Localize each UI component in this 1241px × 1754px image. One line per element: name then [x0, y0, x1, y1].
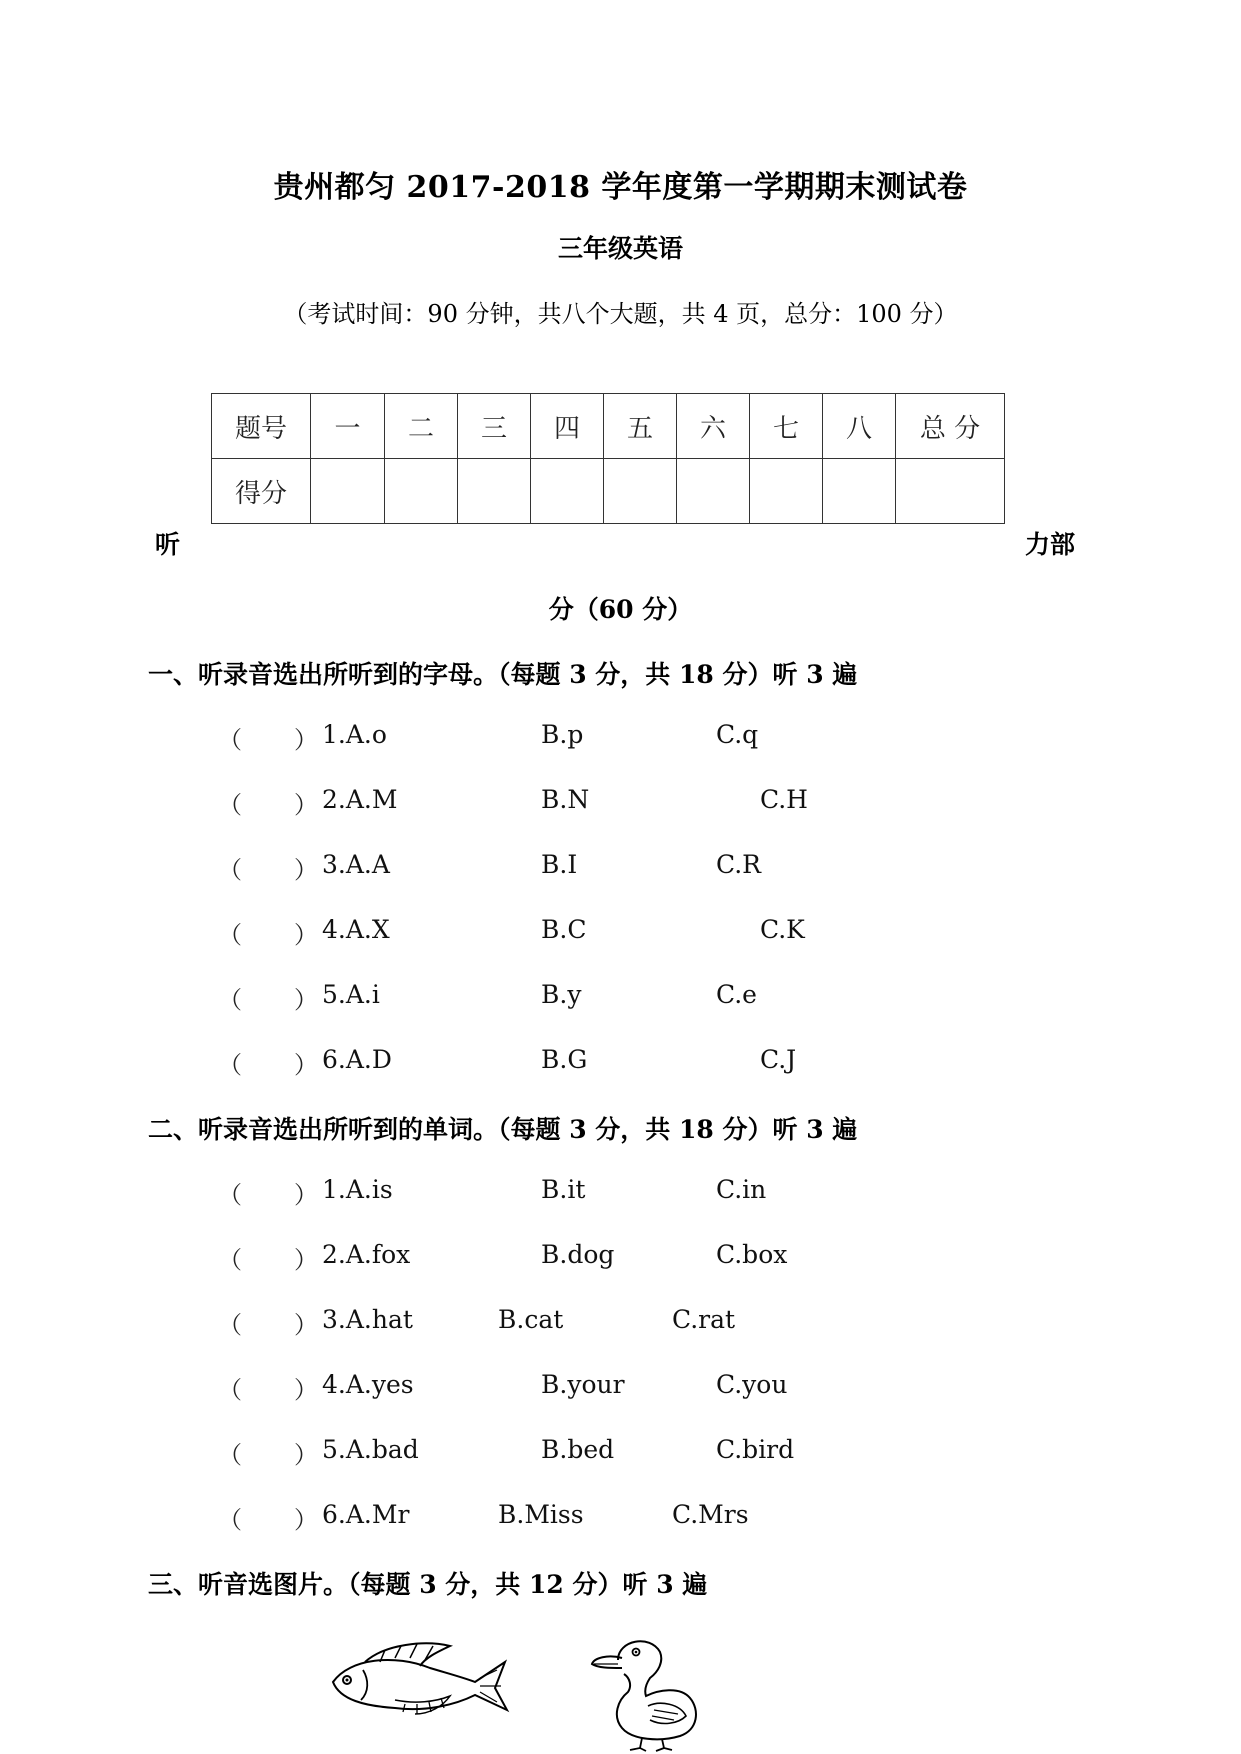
- score-table-cell: 六: [677, 394, 750, 459]
- answer-open-paren[interactable]: （: [218, 1181, 242, 1209]
- exam-info: （考试时间：90 分钟，共八个大题，共 4 页，总分：100 分）: [283, 300, 958, 328]
- answer-close-paren: ）: [294, 1181, 318, 1209]
- score-input-cell[interactable]: [677, 459, 750, 524]
- listening-heading-sub: 分（60 分）: [548, 595, 693, 624]
- score-table-cell: 二: [385, 394, 458, 459]
- exam-title: 贵州都匀 2017-2018 学年度第一学期期末测试卷: [273, 170, 968, 205]
- option-c: C.Mrs: [672, 1500, 749, 1529]
- option-b: B.I: [541, 850, 578, 879]
- answer-open-paren[interactable]: （: [218, 986, 242, 1014]
- answer-close-paren: ）: [294, 986, 318, 1014]
- answer-close-paren: ）: [294, 1376, 318, 1404]
- exam-subtitle: 三年级英语: [557, 234, 683, 263]
- score-input-cell[interactable]: [385, 459, 458, 524]
- option-a: 5.A.i: [322, 980, 380, 1009]
- answer-open-paren[interactable]: （: [218, 1376, 242, 1404]
- option-b: B.Miss: [498, 1500, 584, 1529]
- option-a: 5.A.bad: [322, 1435, 419, 1464]
- fish-icon[interactable]: [325, 1640, 510, 1720]
- answer-open-paren[interactable]: （: [218, 1506, 242, 1534]
- score-table-cell: 得分: [212, 459, 311, 524]
- option-b: B.your: [541, 1370, 625, 1399]
- answer-open-paren[interactable]: （: [218, 856, 242, 884]
- section-2-heading: 二、听录音选出所听到的单词。（每题 3 分，共 18 分）听 3 遍: [148, 1115, 858, 1144]
- score-table-cell: 三: [458, 394, 531, 459]
- option-a: 4.A.X: [322, 915, 390, 944]
- listening-heading-left: 听: [155, 530, 181, 559]
- answer-open-paren[interactable]: （: [218, 1246, 242, 1274]
- answer-close-paren: ）: [294, 856, 318, 884]
- option-c: C.bird: [716, 1435, 795, 1464]
- listening-heading-right: 力部: [1025, 530, 1076, 559]
- option-c: C.rat: [672, 1305, 736, 1334]
- option-b: B.N: [541, 785, 590, 814]
- answer-close-paren: ）: [294, 1441, 318, 1469]
- option-a: 6.A.D: [322, 1045, 392, 1074]
- answer-open-paren[interactable]: （: [218, 791, 242, 819]
- option-a: 3.A.hat: [322, 1305, 413, 1334]
- option-a: 2.A.fox: [322, 1240, 411, 1269]
- score-table-score-row: [212, 459, 1005, 524]
- answer-open-paren[interactable]: （: [218, 1311, 242, 1339]
- score-table: [211, 393, 1005, 524]
- option-b: B.dog: [541, 1240, 615, 1269]
- score-table-cell: 七: [750, 394, 823, 459]
- score-table-cell: 八: [823, 394, 896, 459]
- option-b: B.C: [541, 915, 587, 944]
- score-table-cell: 题号: [212, 394, 311, 459]
- option-a: 6.A.Mr: [322, 1500, 410, 1529]
- option-b: B.G: [541, 1045, 588, 1074]
- score-input-cell[interactable]: [604, 459, 677, 524]
- option-c: C.J: [760, 1045, 797, 1074]
- option-a: 3.A.A: [322, 850, 390, 879]
- answer-close-paren: ）: [294, 1506, 318, 1534]
- option-c: C.K: [760, 915, 805, 944]
- option-a: 1.A.o: [322, 720, 387, 749]
- option-a: 2.A.M: [322, 785, 398, 814]
- option-b: B.y: [541, 980, 582, 1009]
- answer-close-paren: ）: [294, 1311, 318, 1339]
- option-a: 4.A.yes: [322, 1370, 414, 1399]
- option-a: 1.A.is: [322, 1175, 393, 1204]
- option-b: B.p: [541, 720, 584, 749]
- score-table-cell: 五: [604, 394, 677, 459]
- score-input-cell[interactable]: [750, 459, 823, 524]
- section-1-heading: 一、听录音选出所听到的字母。（每题 3 分，共 18 分）听 3 遍: [148, 660, 858, 689]
- option-b: B.bed: [541, 1435, 615, 1464]
- option-c: C.in: [716, 1175, 767, 1204]
- score-input-cell[interactable]: [458, 459, 531, 524]
- score-input-cell[interactable]: [823, 459, 896, 524]
- option-c: C.H: [760, 785, 808, 814]
- score-input-cell[interactable]: [531, 459, 604, 524]
- option-b: B.it: [541, 1175, 586, 1204]
- answer-close-paren: ）: [294, 726, 318, 754]
- answer-close-paren: ）: [294, 791, 318, 819]
- option-c: C.R: [716, 850, 762, 879]
- score-input-cell[interactable]: [896, 459, 1005, 524]
- duck-icon[interactable]: [588, 1628, 703, 1752]
- answer-open-paren[interactable]: （: [218, 726, 242, 754]
- option-c: C.box: [716, 1240, 788, 1269]
- option-c: C.q: [716, 720, 759, 749]
- score-table-cell: 一: [311, 394, 385, 459]
- score-input-cell[interactable]: [311, 459, 385, 524]
- score-table-cell: 四: [531, 394, 604, 459]
- answer-close-paren: ）: [294, 1246, 318, 1274]
- answer-open-paren[interactable]: （: [218, 1051, 242, 1079]
- score-table-header-row: [212, 394, 1005, 459]
- answer-close-paren: ）: [294, 1051, 318, 1079]
- answer-open-paren[interactable]: （: [218, 1441, 242, 1469]
- option-c: C.you: [716, 1370, 788, 1399]
- option-b: B.cat: [498, 1305, 564, 1334]
- answer-open-paren[interactable]: （: [218, 921, 242, 949]
- section-3-heading: 三、听音选图片。（每题 3 分，共 12 分）听 3 遍: [148, 1570, 708, 1599]
- score-table-cell: 总 分: [896, 394, 1005, 459]
- option-c: C.e: [716, 980, 757, 1009]
- answer-close-paren: ）: [294, 921, 318, 949]
